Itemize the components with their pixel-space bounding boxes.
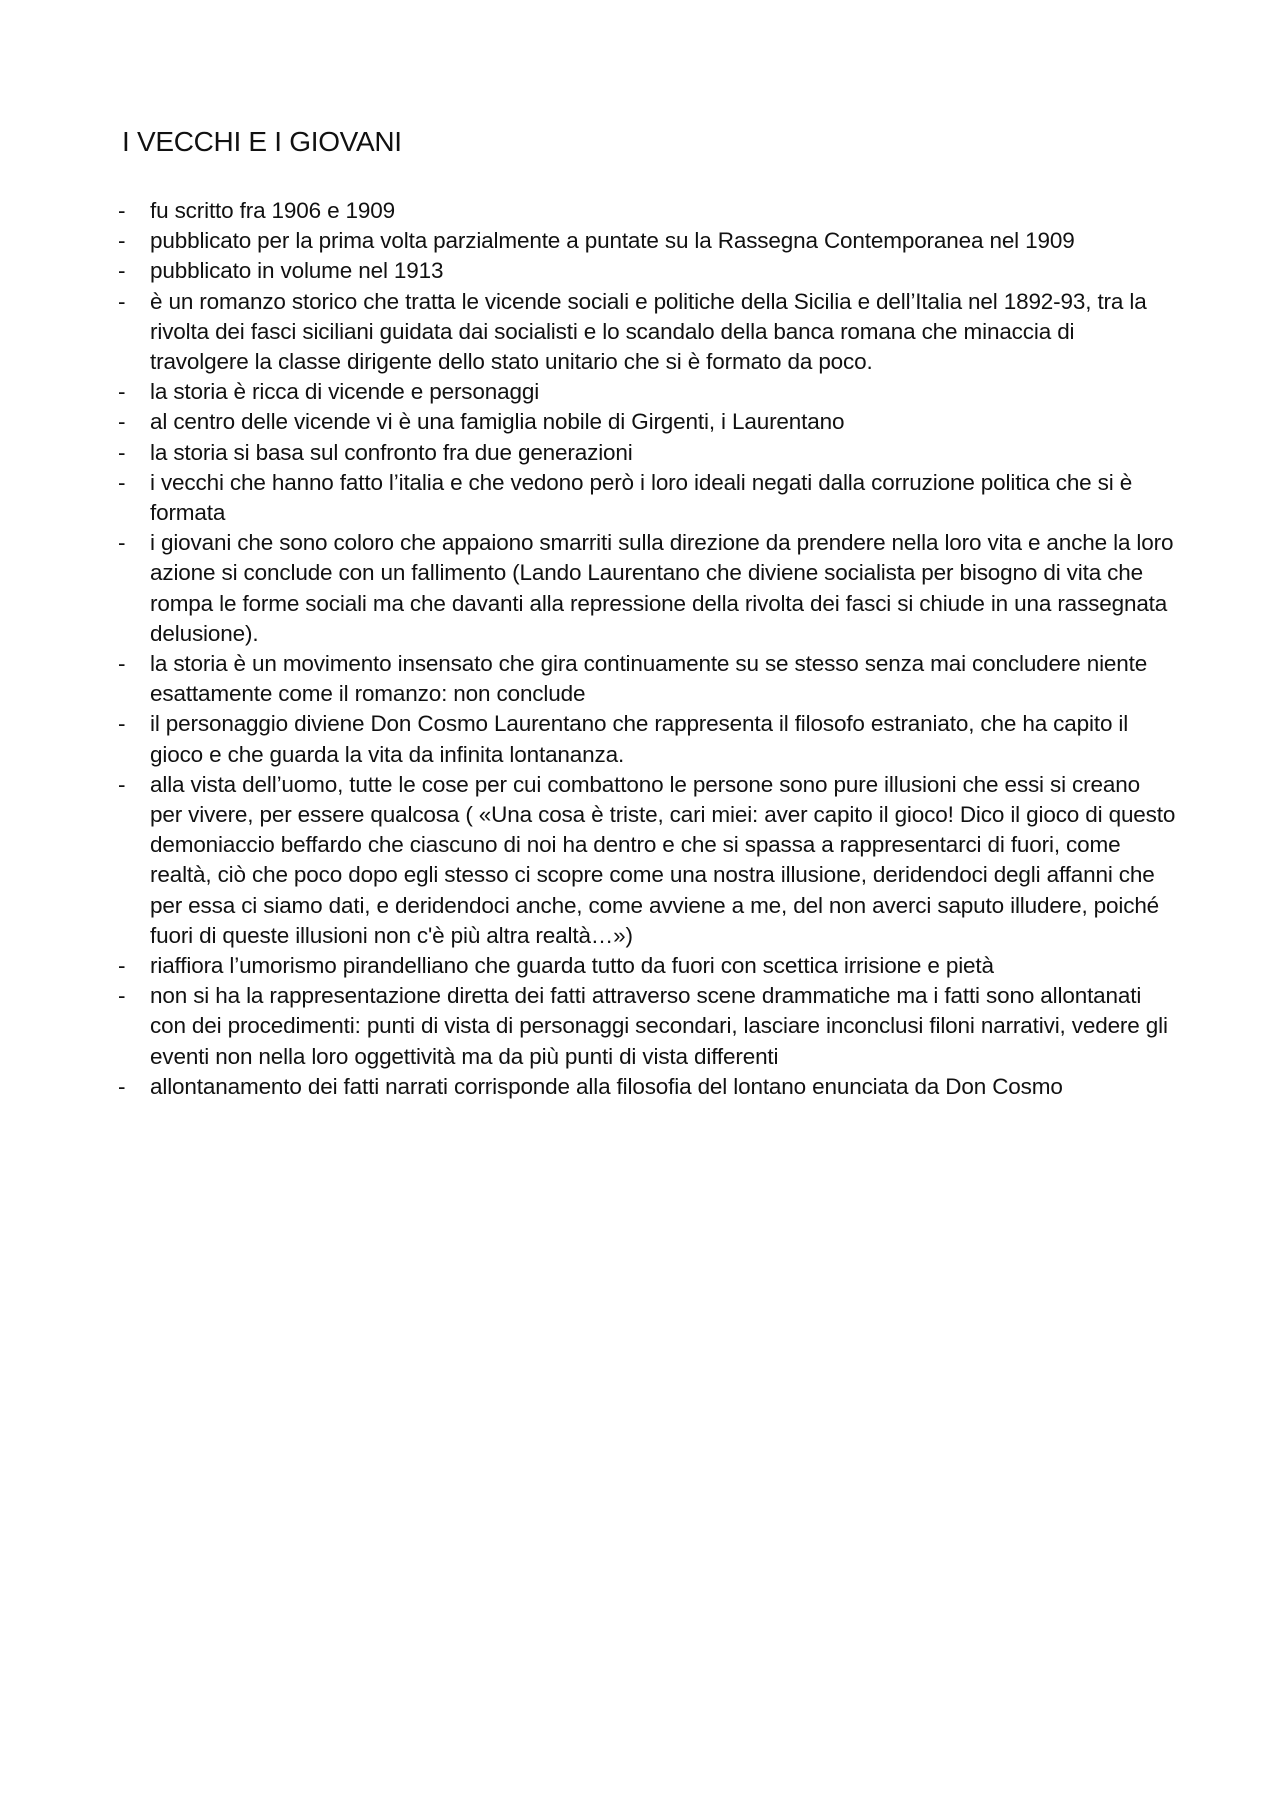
list-item <box>118 287 1178 378</box>
bullet-dash: - <box>118 439 126 465</box>
list-item <box>118 468 1178 528</box>
list-item-text: alla vista dell’uomo, tutte le cose per cui combattono le persone sono pure illusioni che essi si creano per vivere, per essere qualcosa ( «Una cosa è triste, cari miei: aver capito il gioco! Dico il gioco di questo demoniaccio beffardo che ciascuno di noi ha dentro e che si spassa a rappresentarci di fuori, come realtà, ciò che poco dopo egli stesso ci scopre come una nostra illusione, deridendoci degli affanni che per essa ci siamo dati, e deridendoci anche, come avviene a me, del non averci saputo illudere, poiché fuori di queste illusioni non c'è più altra realtà…») <box>150 771 1176 948</box>
list-item <box>118 528 1178 649</box>
list-item-text: la storia è un movimento insensato che gira continuamente su se stesso senza mai concludere niente esattamente come il romanzo: non conclude <box>150 651 1148 707</box>
list-item-text: al centro delle vicende vi è una famiglia nobile di Girgenti, i Laurentano <box>150 409 845 435</box>
bullet-dash: - <box>118 258 126 284</box>
bullet-dash: - <box>118 228 126 254</box>
bullet-dash: - <box>118 469 126 495</box>
list-item-text: la storia è ricca di vicende e personaggi <box>150 379 540 405</box>
list-item <box>118 951 1178 981</box>
list-item-text: pubblicato per la prima volta parzialmente a puntate su la Rassegna Contemporanea nel 1909 <box>150 228 1075 254</box>
list-item-text: la storia si basa sul confronto fra due generazioni <box>150 439 633 465</box>
list-item <box>118 256 1178 286</box>
list-item <box>118 196 1178 226</box>
document-title: I VECCHI E I GIOVANI <box>122 126 402 157</box>
bullet-dash: - <box>118 1073 126 1099</box>
list-item <box>118 709 1178 769</box>
bullet-dash: - <box>118 409 126 435</box>
list-item <box>118 377 1178 407</box>
bullet-dash: - <box>118 711 126 737</box>
list-item <box>118 981 1178 1072</box>
list-item <box>118 438 1178 468</box>
bullet-dash: - <box>118 953 126 979</box>
bullet-dash: - <box>118 379 126 405</box>
bullet-dash: - <box>118 198 126 223</box>
list-item-text: allontanamento dei fatti narrati corrisponde alla filosofia del lontano enunciata da Don Cosmo <box>150 1073 1063 1099</box>
list-item-text: il personaggio diviene Don Cosmo Laurentano che rappresenta il filosofo estraniato, che ha capito il gioco e che guarda la vita da infinita lontananza. <box>150 711 1129 767</box>
bullet-list <box>118 196 1178 1102</box>
bullet-dash: - <box>118 983 126 1009</box>
bullet-dash: - <box>118 530 126 556</box>
bullet-dash: - <box>118 771 126 797</box>
bullet-dash: - <box>118 288 126 314</box>
list-item <box>118 1072 1178 1102</box>
list-item <box>118 649 1178 709</box>
list-item <box>118 770 1178 951</box>
list-item-text: fu scritto fra 1906 e 1909 <box>150 198 396 223</box>
list-item-text: pubblicato in volume nel 1913 <box>150 258 444 284</box>
list-item <box>118 226 1178 256</box>
list-item-text: non si ha la rappresentazione diretta dei fatti attraverso scene drammatiche ma i fatti sono allontanati con dei procedimenti: punti di vista di personaggi secondari, lasciare inconclusi filoni narrativi, vedere gli eventi non nella loro oggettività ma da più punti di vista differenti <box>150 983 1168 1069</box>
list-item-text: è un romanzo storico che tratta le vicende sociali e politiche della Sicilia e dell’Italia nel 1892-93, tra la rivolta dei fasci siciliani guidata dai socialisti e lo scandalo della banca romana che minaccia di travolgere la classe dirigente dello stato unitario che si è formato da poco. <box>150 288 1147 375</box>
bullet-dash: - <box>118 651 126 677</box>
list-item-text: riaffiora l’umorismo pirandelliano che guarda tutto da fuori con scettica irrisione e pietà <box>150 953 994 979</box>
list-item-text: i vecchi che hanno fatto l’italia e che vedono però i loro ideali negati dalla corruzione politica che si è formata <box>150 469 1133 526</box>
list-item-text: i giovani che sono coloro che appaiono smarriti sulla direzione da prendere nella loro vita e anche la loro azione si conclude con un fallimento (Lando Laurentano che diviene socialista per bisogno di vita che rompa le forme sociali ma che davanti alla repressione della rivolta dei fasci si chiude in una rassegnata delusione). <box>150 530 1174 646</box>
list-item <box>118 407 1178 437</box>
